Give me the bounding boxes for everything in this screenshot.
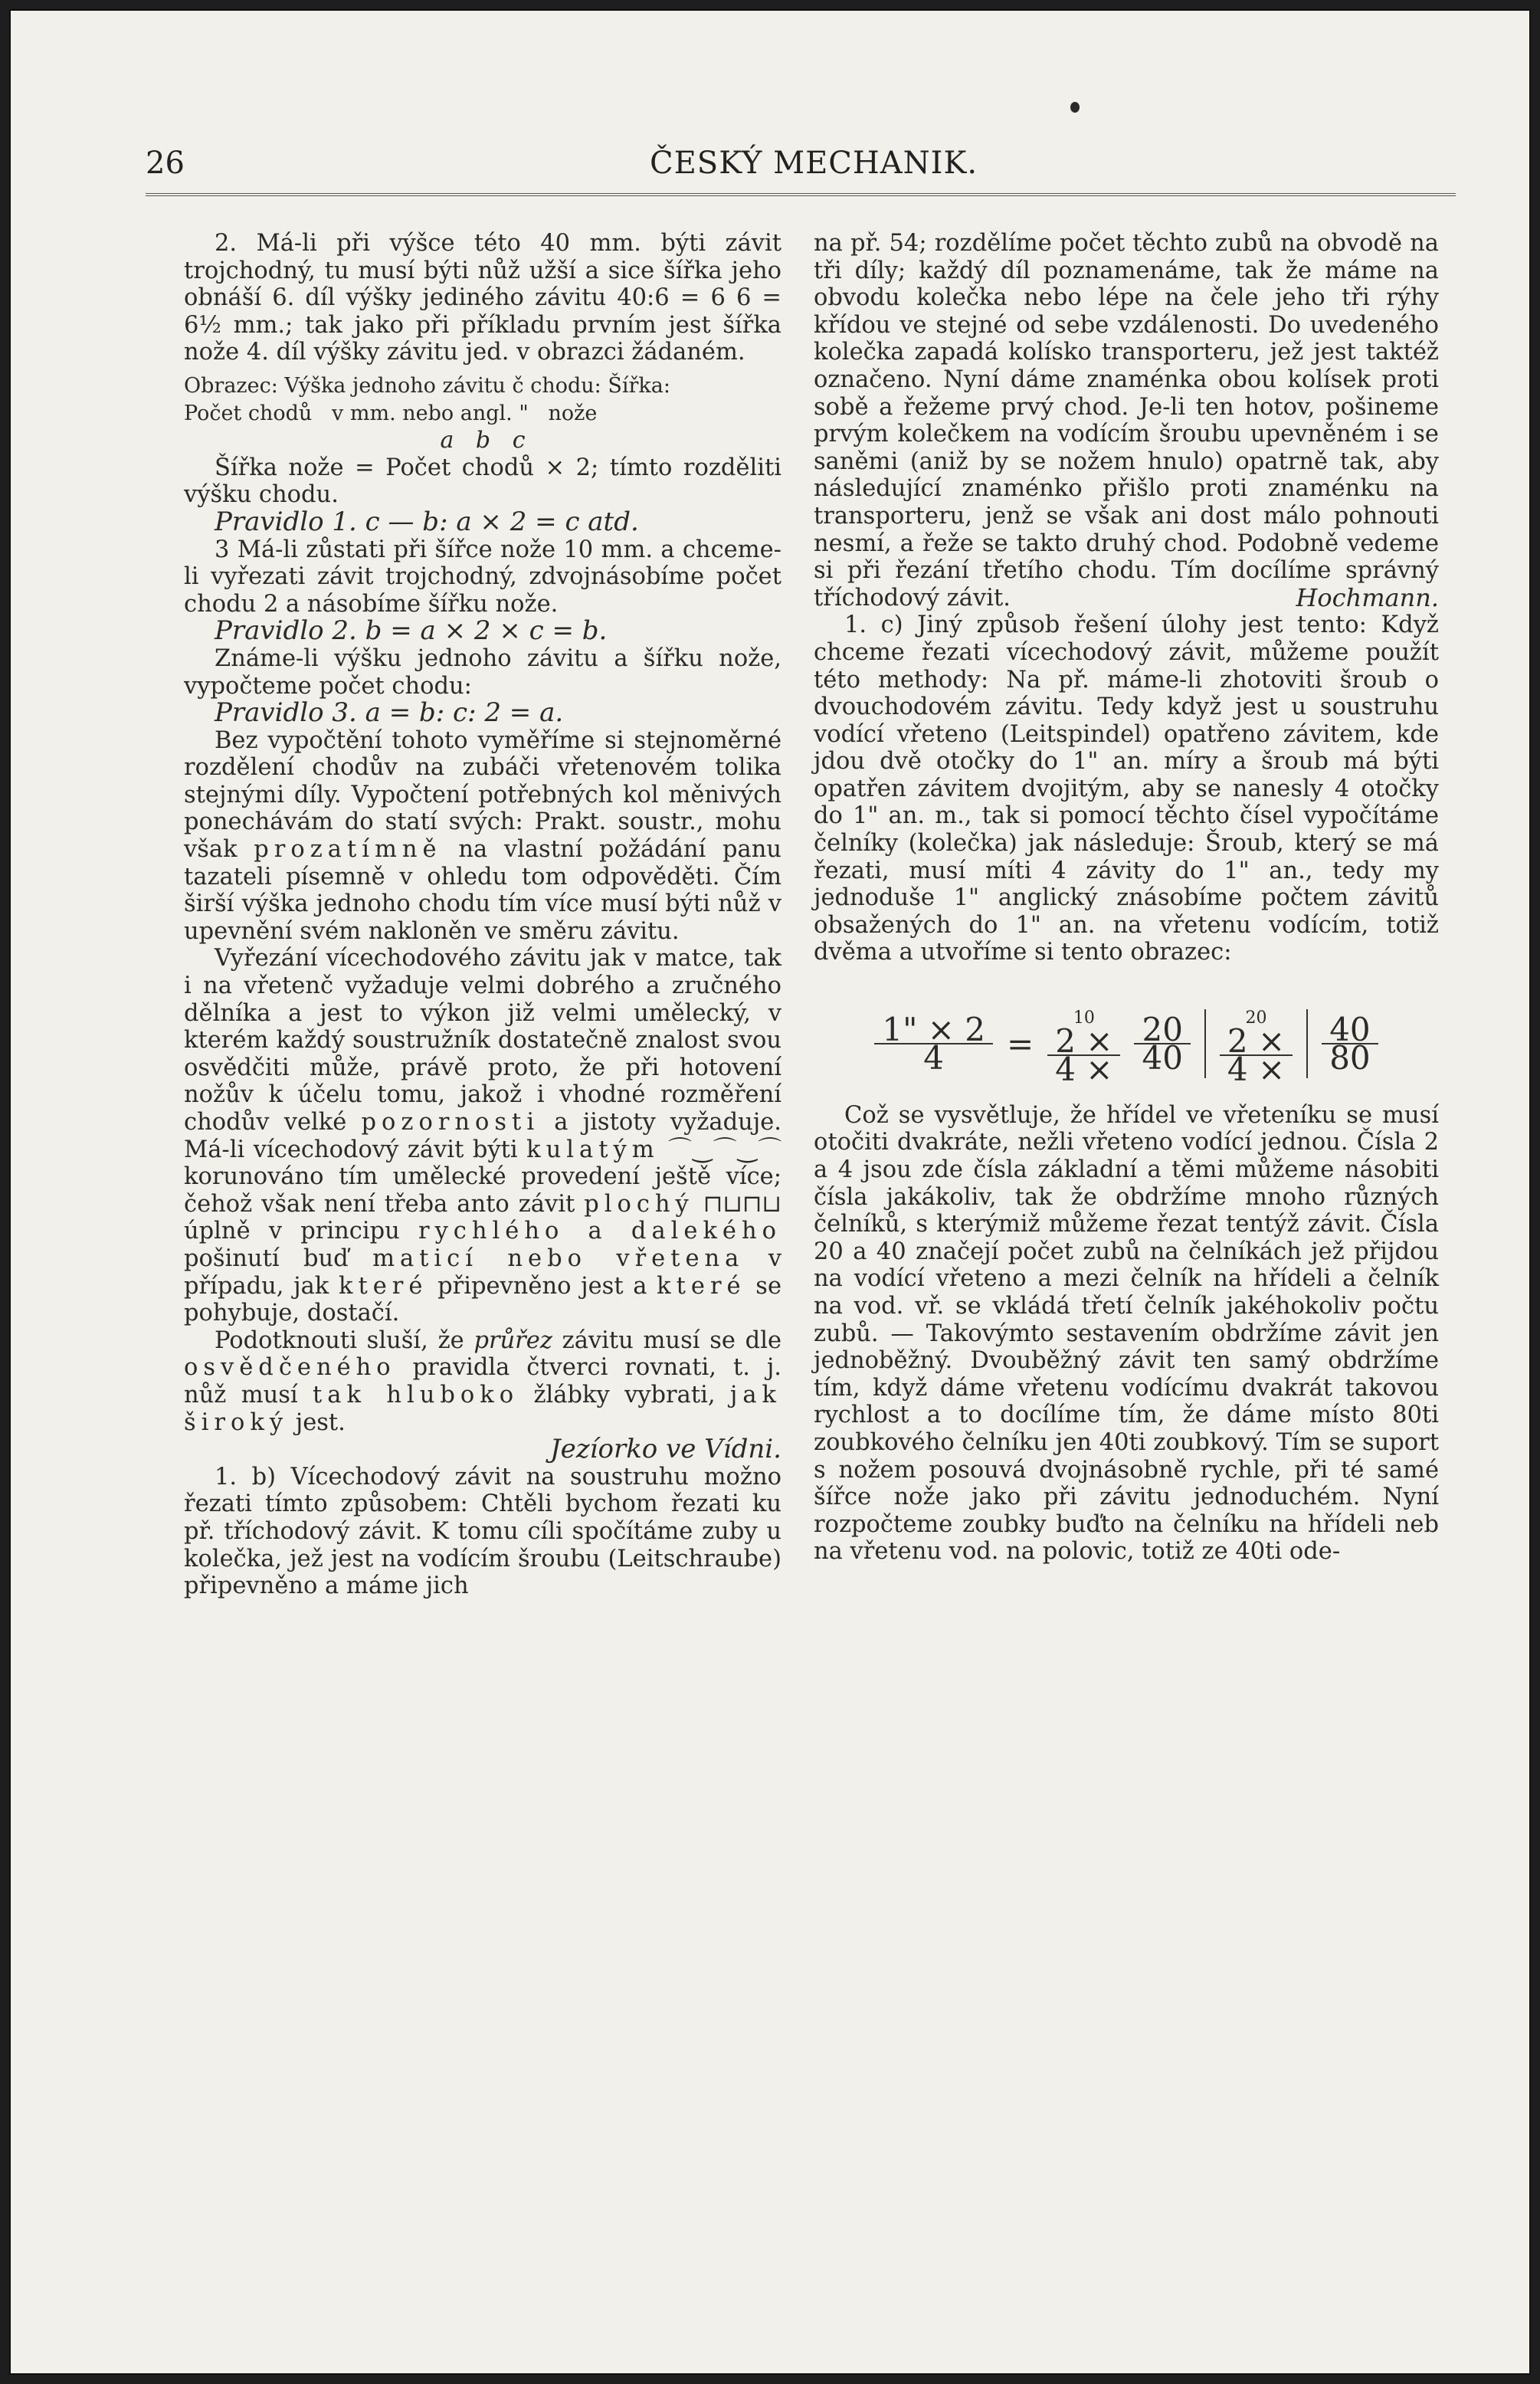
header-rule [146, 193, 1456, 196]
vertical-bar [1204, 1009, 1206, 1078]
paragraph: 3 Má-li zůstati při šířce nože 10 mm. a chceme-li vyřezati závit trojchodný, zdvojnásobíme počet chodu 2 a násobíme šířku nože. [184, 536, 781, 618]
signature: Jezíorko ve Vídni. [549, 1434, 781, 1465]
vertical-bar [1306, 1009, 1308, 1078]
page-number: 26 [146, 146, 185, 181]
gear-formula [814, 1005, 1439, 1089]
paragraph: Vyřezání vícechodového závitu jak v matce, tak i na vřetenč vyžaduje velmi dobrého a zručného dělníka a jest to výkon již velmi umělecký, v kterém každý soustružník dostatečně znalost svou osvědčiti může, právě proto, že při hotovení nožův k účelu tomu, jakož i vhodné rozměření chodův velké pozornosti a jistoty vyžaduje. Má-li vícechodový závit býti kulatým ⌒‿⌒‿⌒ korunováno tím umělecké provedení ještě více; čehož však není třeba anto závit plochý ⊓⊔⊓⊔ úplně v principu rychlého a dalekého pošinutí buď maticí nebo vřetena v případu, jak které připevněno jest a které se pohybuje, dostačí. [184, 945, 781, 1327]
journal-title: ČESKÝ MECHANIK. [650, 146, 978, 181]
paragraph: na př. 54; rozdělíme počet těchto zubů na obvodě na tři díly; každý díl poznamenáme, tak že máme na obvodu kolečka nebo lépe na čele jeho tři rýhy křídou ve stejné od sebe vzdálenosti. Do uvedeného kolečka zapadá kolísko transporteru, jež jest taktéž označeno. Nyní dáme znaménka obou kolísek proti sobě a řežeme prvý chod. Je-li ten hotov, pošineme prvým kolečkem na vodícím šroubu upevněném i se saněmi (aniž by se nožem hnulo) opatrně tak, aby následující znaménko přišlo proti znaménku na transporteru, jenž se však ani dost málo pohnouti nesmí, a řeže se takto druhý chod. Podobně vedeme si při řezání třetího chodu. Tím docílíme správný tříchodový závit. Hochmann. [814, 230, 1439, 612]
paragraph: 1. b) Vícechodový závit na soustruhu možno řezati tímto způsobem: Chtěli bychom řezati ku př. tříchodový závit. K tomu cíli spočítáme zuby u kolečka, jež jest na vodícím šroubu (Leitschraube) připevněno a máme jich [184, 1463, 781, 1600]
fraction: 20 2 × 4 × [1220, 1005, 1293, 1084]
rule-1: Pravidlo 1. c — b: a × 2 = c atd. [215, 506, 639, 537]
paragraph: Podotknouti sluší, že průřez závitu musí se dle osvědčeného pravidla čtverci rovnati, t. j. nůž musí tak hluboko žlábky vybrati, jak široký jest. [184, 1326, 782, 1436]
paragraph: Bez vypočtění tohoto vyměříme si stejnoměrné rozdělení chodův na zubáči vřetenovém tolika stejnými díly. Vypočtení potřebných kol měnivých ponechávám do statí svých: Prakt. soustr., mohu však prozatímně na vlastní požádání panu tazateli písemně v ohledu tom odpověděti. Čím širší výška jednoho chodu tím více musí býti nůž v upevnění svém nakloněn ve směru závitu. [184, 726, 781, 945]
rule-2: Pravidlo 2. b = a × 2 × c = b. [215, 615, 608, 647]
equals-sign: = [1007, 1025, 1034, 1063]
fraction: 40 80 [1322, 1016, 1378, 1072]
paragraph: 2. Má-li při výšce této 40 mm. býti závit trojchodný, tu musí býti nůž užší a sice šířka jeho obnáší 6. díl výšky jediného závitu 40:6 = 6 6 = 6½ mm.; tak jako při příkladu prvním jest šířka nože 4. díl výšky závitu jed. v obrazci žádaném. [184, 230, 781, 366]
ink-dot [1070, 102, 1080, 113]
paragraph: 1. c) Jiný způsob řešení úlohy jest tento: Když chceme řezati vícechodový závit, můžeme použít této methody: Na př. máme-li zhotoviti šroub o dvouchodovém závitu. Tedy když jest u soustruhu vodící vřeteno (Leitspindel) opatřeno závitem, kde jdou dvě otočky do 1" an. míry a šroub má býti opatřen závitem dvojitým, aby se nanesly 4 otočky do 1" an. m., tak si pomocí těchto čísel vypočítáme čelníky (kolečka) jak následuje: Šroub, který se má řezati, musí míti 4 závity do 1" an., tedy my jednoduše 1" anglický znásobíme počtem závitů obsažených do 1" an. na vřetenu vodícím, totiž dvěma a utvoříme si tento obrazec: [814, 612, 1439, 966]
rule-3: Pravidlo 3. a = b: c: 2 = a. [215, 697, 564, 729]
right-column [814, 230, 1439, 1566]
paragraph: Známe-li výšku jednoho závitu a šířku nože, vypočteme počet chodu: [184, 644, 781, 700]
fraction: $\frac{1" \times 2}{4}$ [874, 1016, 993, 1072]
fraction: 10 2 × 4 × [1047, 1005, 1120, 1084]
table-variable-row: a b c [440, 427, 526, 454]
left-column [184, 230, 781, 1600]
table-header-row: Počet chodů v mm. nebo angl. " nože [184, 401, 598, 425]
fraction: $\frac{20}{40}$ [1134, 1016, 1190, 1072]
paragraph: Což se vysvětluje, že hřídel ve vřeteníku se musí otočiti dvakráte, nežli vřeteno vodící jednou. Čísla 2 a 4 jsou zde čísla základní a těmi můžeme násobiti čísla jakákoliv, tak že obdržíme mnoho různých čelníků, s kterýmiž můžeme řezat tentýž závit. Čísla 20 a 40 značejí počet zubů na čelníkách jež přijdou na vodící vřeteno a mezi čelník na hřídeli a čelník na vod. vř. se vkládá třetí čelník jakéhokoliv počtu zubů. — Takovýmto sestavením obdržíme závit jen jednoběžný. Dvouběžný závit ten samý obdržíme tím, když dáme vřetenu vodícímu dvakrát takovou rychlost a to docílíme tím, že dáme místo 80ti zoubkového čelníku jen 40ti zoubkový. Tím se suport s nožem posouvá dvojnásobně rychle, při té samé šířce nože jako při závitu jednoduchém. Nyní rozpočteme zoubky buďto na čelníku na hřídeli neb na vřetenu vod. na polovic, totiž ze 40ti ode- [814, 1101, 1439, 1566]
paragraph: Šířka nože = Počet chodů × 2; tímto rozděliti výšku chodu. [184, 454, 781, 509]
running-header [146, 139, 1456, 185]
signature: Hochmann. [1296, 582, 1439, 612]
table-header-row: Obrazec: Výška jednoho závitu č chodu: Šířka: [184, 373, 670, 398]
